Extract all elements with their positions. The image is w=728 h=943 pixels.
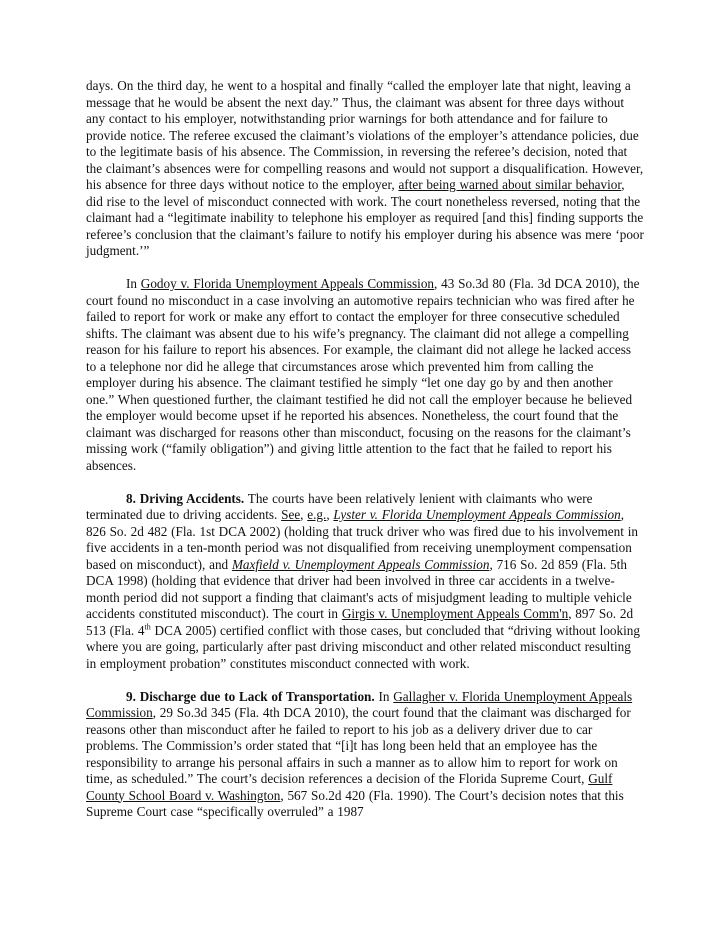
case-citation: Gulf County School Board v. Washington [86, 771, 613, 803]
underlined-phrase: after being warned about similar behavior [398, 177, 622, 192]
paragraph-3: 8. Driving Accidents. The courts have been relatively lenient with claimants who were terminated due to driving accidents. See, e.g., Lyster v. Florida Unemployment Appeals Commission, 826 So. 2d 482 (Fla. 1st DCA 2002) (holding that truck driver who was fired due to his involvement in five accidents in a ten-month period was not disqualified from receiving unemployment compensation based on misconduct), and Maxfield v. Unemployment Appeals Commission, 716 So. 2d 859 (Fla. 5th DCA 1998) (holding that evidence that driver had been involved in three car accidents in a twelve-month period did not support a finding that claimant's acts of misjudgment leading to multiple vehicle accidents constituted misconduct). The court in Girgis v. Unemployment Appeals Comm'n, 897 So. 2d 513 (Fla. 4th DCA 2005) certified conflict with those cases, but concluded that “driving without looking where you are going, particularly after past driving misconduct and other related misconduct resulting in employment probation” constitutes misconduct connected with work. [86, 490, 640, 671]
signal-eg: e.g. [307, 507, 327, 522]
paragraph-4: 9. Discharge due to Lack of Transportation. In Gallagher v. Florida Unemployment Appeals Commission, 29 So.3d 345 (Fla. 4th DCA 2010), the court found that the claimant was discharged for reasons other than misconduct after he failed to report to his job as a delivery driver due to car problems. The Commission’s order stated that “[i]t has long been held that an employee has the responsibility to arrange his personal affairs in such a manner as to allow him to report for work on time, as scheduled.” The court’s decision references a decision of the Florida Supreme Court, Gulf County School Board v. Washington, 567 So.2d 420 (Fla. 1990). The Court’s decision notes that this Supreme Court case “specifically overruled” a 1987 [86, 688, 633, 819]
case-citation: Godoy v. Florida Unemployment Appeals Commission [140, 276, 435, 291]
case-citation: Gallagher v. Florida Unemployment Appeals Commission [86, 688, 633, 720]
case-citation: Girgis v. Unemployment Appeals Comm'n [341, 606, 569, 621]
section-heading: 9. Discharge due to Lack of Transportation. [126, 688, 375, 704]
paragraph-2: In Godoy v. Florida Unemployment Appeals Commission, 43 So.3d 80 (Fla. 3d DCA 2010), the court found no misconduct in a case involving an automotive repairs technician who was fired after he failed to report for work or make any effort to contact the employer for three consecutive scheduled shifts. The claimant was absent due to his wife’s pregnancy. The claimant did not allege a compelling reason for his failure to report his absences. For example, the claimant did not allege he lacked access to a telephone nor did he allege that circumstances arose which prevented him from calling the employer during his absence. The claimant testified he simply “let one day go by and then another one.” When questioned further, the claimant testified he did not call the employer because he believed the employer would become upset if he reported his absences. Nonetheless, the court found that the claimant was discharged for reasons other than misconduct, focusing on the reasons for the claimant’s missing work (“family obligation”) and giving little attention to the fact that he failed to report his absences. [86, 276, 640, 473]
signal-see: See [281, 507, 301, 522]
case-citation: Maxfield v. Unemployment Appeals Commission [231, 556, 490, 572]
paragraph-1: days. On the third day, he went to a hospital and finally “called the employer late that night, leaving a message that he would be absent the next day.” Thus, the claimant was absent for three days without any contact to his employer, notwithstanding prior warnings for both attendance and for failure to provide notice. The referee excused the claimant’s violations of the employer’s attendance policies, due to the legitimate basis of his absence. The Commission, in reversing the referee’s decision, noted that the claimant’s absences were for compelling reasons and would not support a disqualification. However, his absence for three days without notice to the employer, after being warned about similar behavior, did rise to the level of misconduct connected with work. The court nonetheless reversed, noting that the claimant had a “legitimate inability to telephone his employer as required [and this] finding supports the referee’s conclusion that the claimant’s failure to notify his employer during his absence was mere ‘poor judgment.’” [86, 78, 644, 258]
section-heading: 8. Driving Accidents. [126, 490, 245, 506]
case-citation: Lyster v. Florida Unemployment Appeals Commission [333, 507, 621, 522]
superscript-th: th [144, 622, 151, 632]
